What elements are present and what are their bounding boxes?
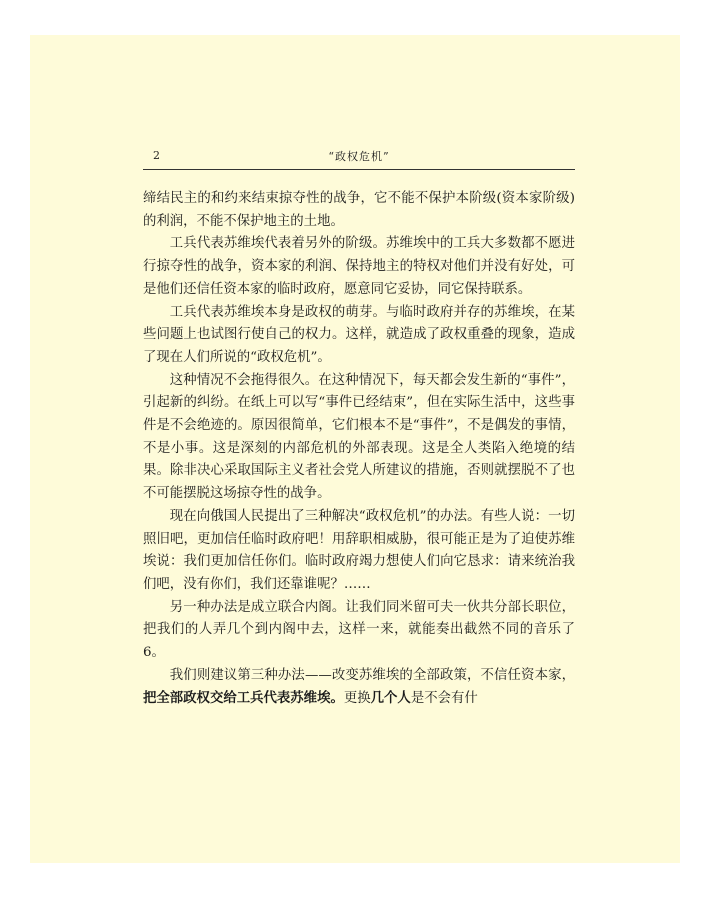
paragraph — [143, 665, 575, 711]
paragraph: 这种情况不会拖得很久。在这种情况下，每天都会发生新的“事件”，引起新的纠纷。在纸上可以写“事件已经结束”，但在实际生活中，这些事件是不会绝迹的。原因很简单，它们根本不是“事件”，不是偶发的事情，不是小事。这是深刻的内部危机的外部表现。这是全人类陷入绝境的结果。除非决心采取国际主义者社会党人所建议的措施，否则就摆脱不了也不可能摆脱这场掠夺性的战争。 — [143, 372, 575, 502]
emphasis-text: 把全部政权交给工兵代表苏维埃。 — [143, 690, 344, 707]
page-body — [143, 188, 575, 711]
page-header — [143, 147, 575, 170]
paragraph-text: 更换 — [343, 691, 371, 707]
emphasis-text: 几个人 — [370, 690, 411, 707]
page-number: 2 — [153, 149, 160, 162]
paragraph: 工兵代表苏维埃代表着另外的阶级。苏维埃中的工兵大多数都不愿进行掠夺性的战争，资本家的利润、保持地主的特权对他们并没有好处，可是他们还信任资本家的临时政府，愿意同它妥协，同它保持联系。 — [143, 236, 575, 297]
paragraph: 缔结民主的和约来结束掠夺性的战争，它不能不保护本阶级(资本家阶级)的利润，不能不保护地主的土地。 — [143, 191, 575, 229]
paragraph-text: 我们则建议第三种办法——改变苏维埃的全部政策，不信任资本家， — [169, 667, 575, 683]
running-title: “政权危机” — [328, 150, 390, 163]
paragraph: 工兵代表苏维埃本身是政权的萌芽。与临时政府并存的苏维埃，在某些问题上也试图行使自己的权力。这样，就造成了政权重叠的现象，造成了现在人们所说的“政权危机”。 — [143, 304, 575, 365]
paragraph: 另一种办法是成立联合内阁。让我们同米留可夫一伙共分部长职位，把我们的人弄几个到内阁中去，这样一来，就能奏出截然不同的音乐了 6。 — [143, 599, 575, 661]
paragraph-text: 是不会有什 — [410, 691, 478, 707]
paragraph: 现在向俄国人民提出了三种解决“政权危机”的办法。有些人说：一切照旧吧，更加信任临时政府吧！用辞职相威胁，很可能正是为了迫使苏维埃说：我们更加信任你们。临时政府竭力想使人们向它恳求：请来统治我们吧，没有你们，我们还靠谁呢？…… — [143, 508, 575, 592]
